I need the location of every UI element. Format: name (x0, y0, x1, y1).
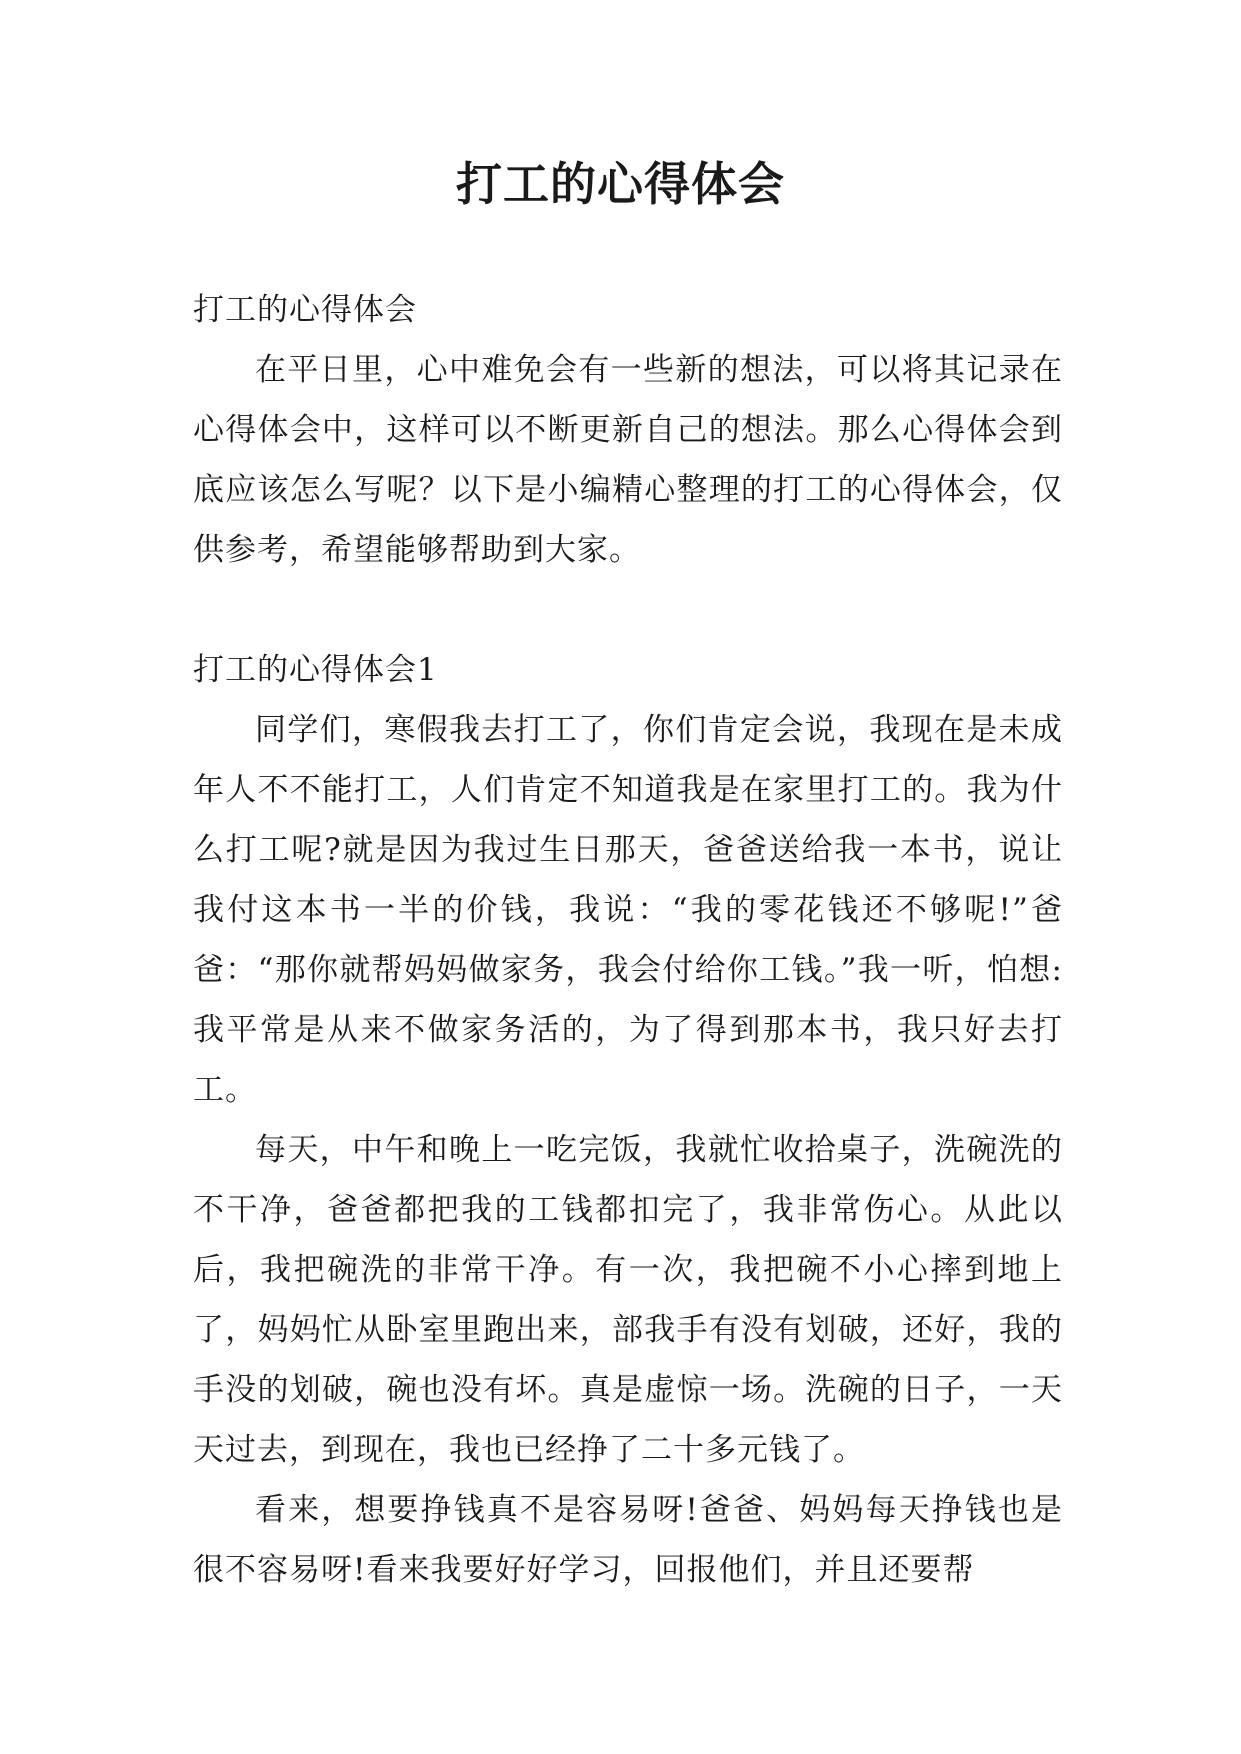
document-title: 打工的心得体会 (456, 157, 785, 211)
section-spacer (193, 580, 1063, 640)
document-body (193, 280, 1063, 1600)
intro-heading: 打工的心得体会 (193, 292, 417, 328)
section1-paragraph-1: 同学们，寒假我去打工了，你们肯定会说，我现在是未成年人不不能打工，人们肯定不知道我是在家里打工的。我为什么打工呢?就是因为我过生日那天，爸爸送给我一本书，说让我付这本书一半的价钱，我说：“我的零花钱还不够呢!”爸爸：“那你就帮妈妈做家务，我会付给你工钱。”我一听，怕想:我平常是从来不做家务活的，为了得到那本书，我只好去打工。 (193, 712, 1063, 1108)
intro-paragraph: 在平日里，心中难免会有一些新的想法，可以将其记录在心得体会中，这样可以不断更新自己的想法。那么心得体会到底应该怎么写呢？以下是小编精心整理的打工的心得体会，仅供参考，希望能够帮助到大家。 (193, 352, 1063, 568)
section1-paragraph-2: 每天，中午和晚上一吃完饭，我就忙收拾桌子，洗碗洗的不干净，爸爸都把我的工钱都扣完了，我非常伤心。从此以后，我把碗洗的非常干净。有一次，我把碗不小心摔到地上了，妈妈忙从卧室里跑出来，部我手有没有划破，还好，我的手没的划破，碗也没有坏。真是虚惊一场。洗碗的日子，一天天过去，到现在，我也已经挣了二十多元钱了。 (193, 1132, 1063, 1468)
section1-paragraph-3: 看来，想要挣钱真不是容易呀!爸爸、妈妈每天挣钱也是很不容易呀!看来我要好好学习，回报他们，并且还要帮 (193, 1492, 1063, 1588)
section1-heading: 打工的心得体会1 (193, 652, 438, 688)
